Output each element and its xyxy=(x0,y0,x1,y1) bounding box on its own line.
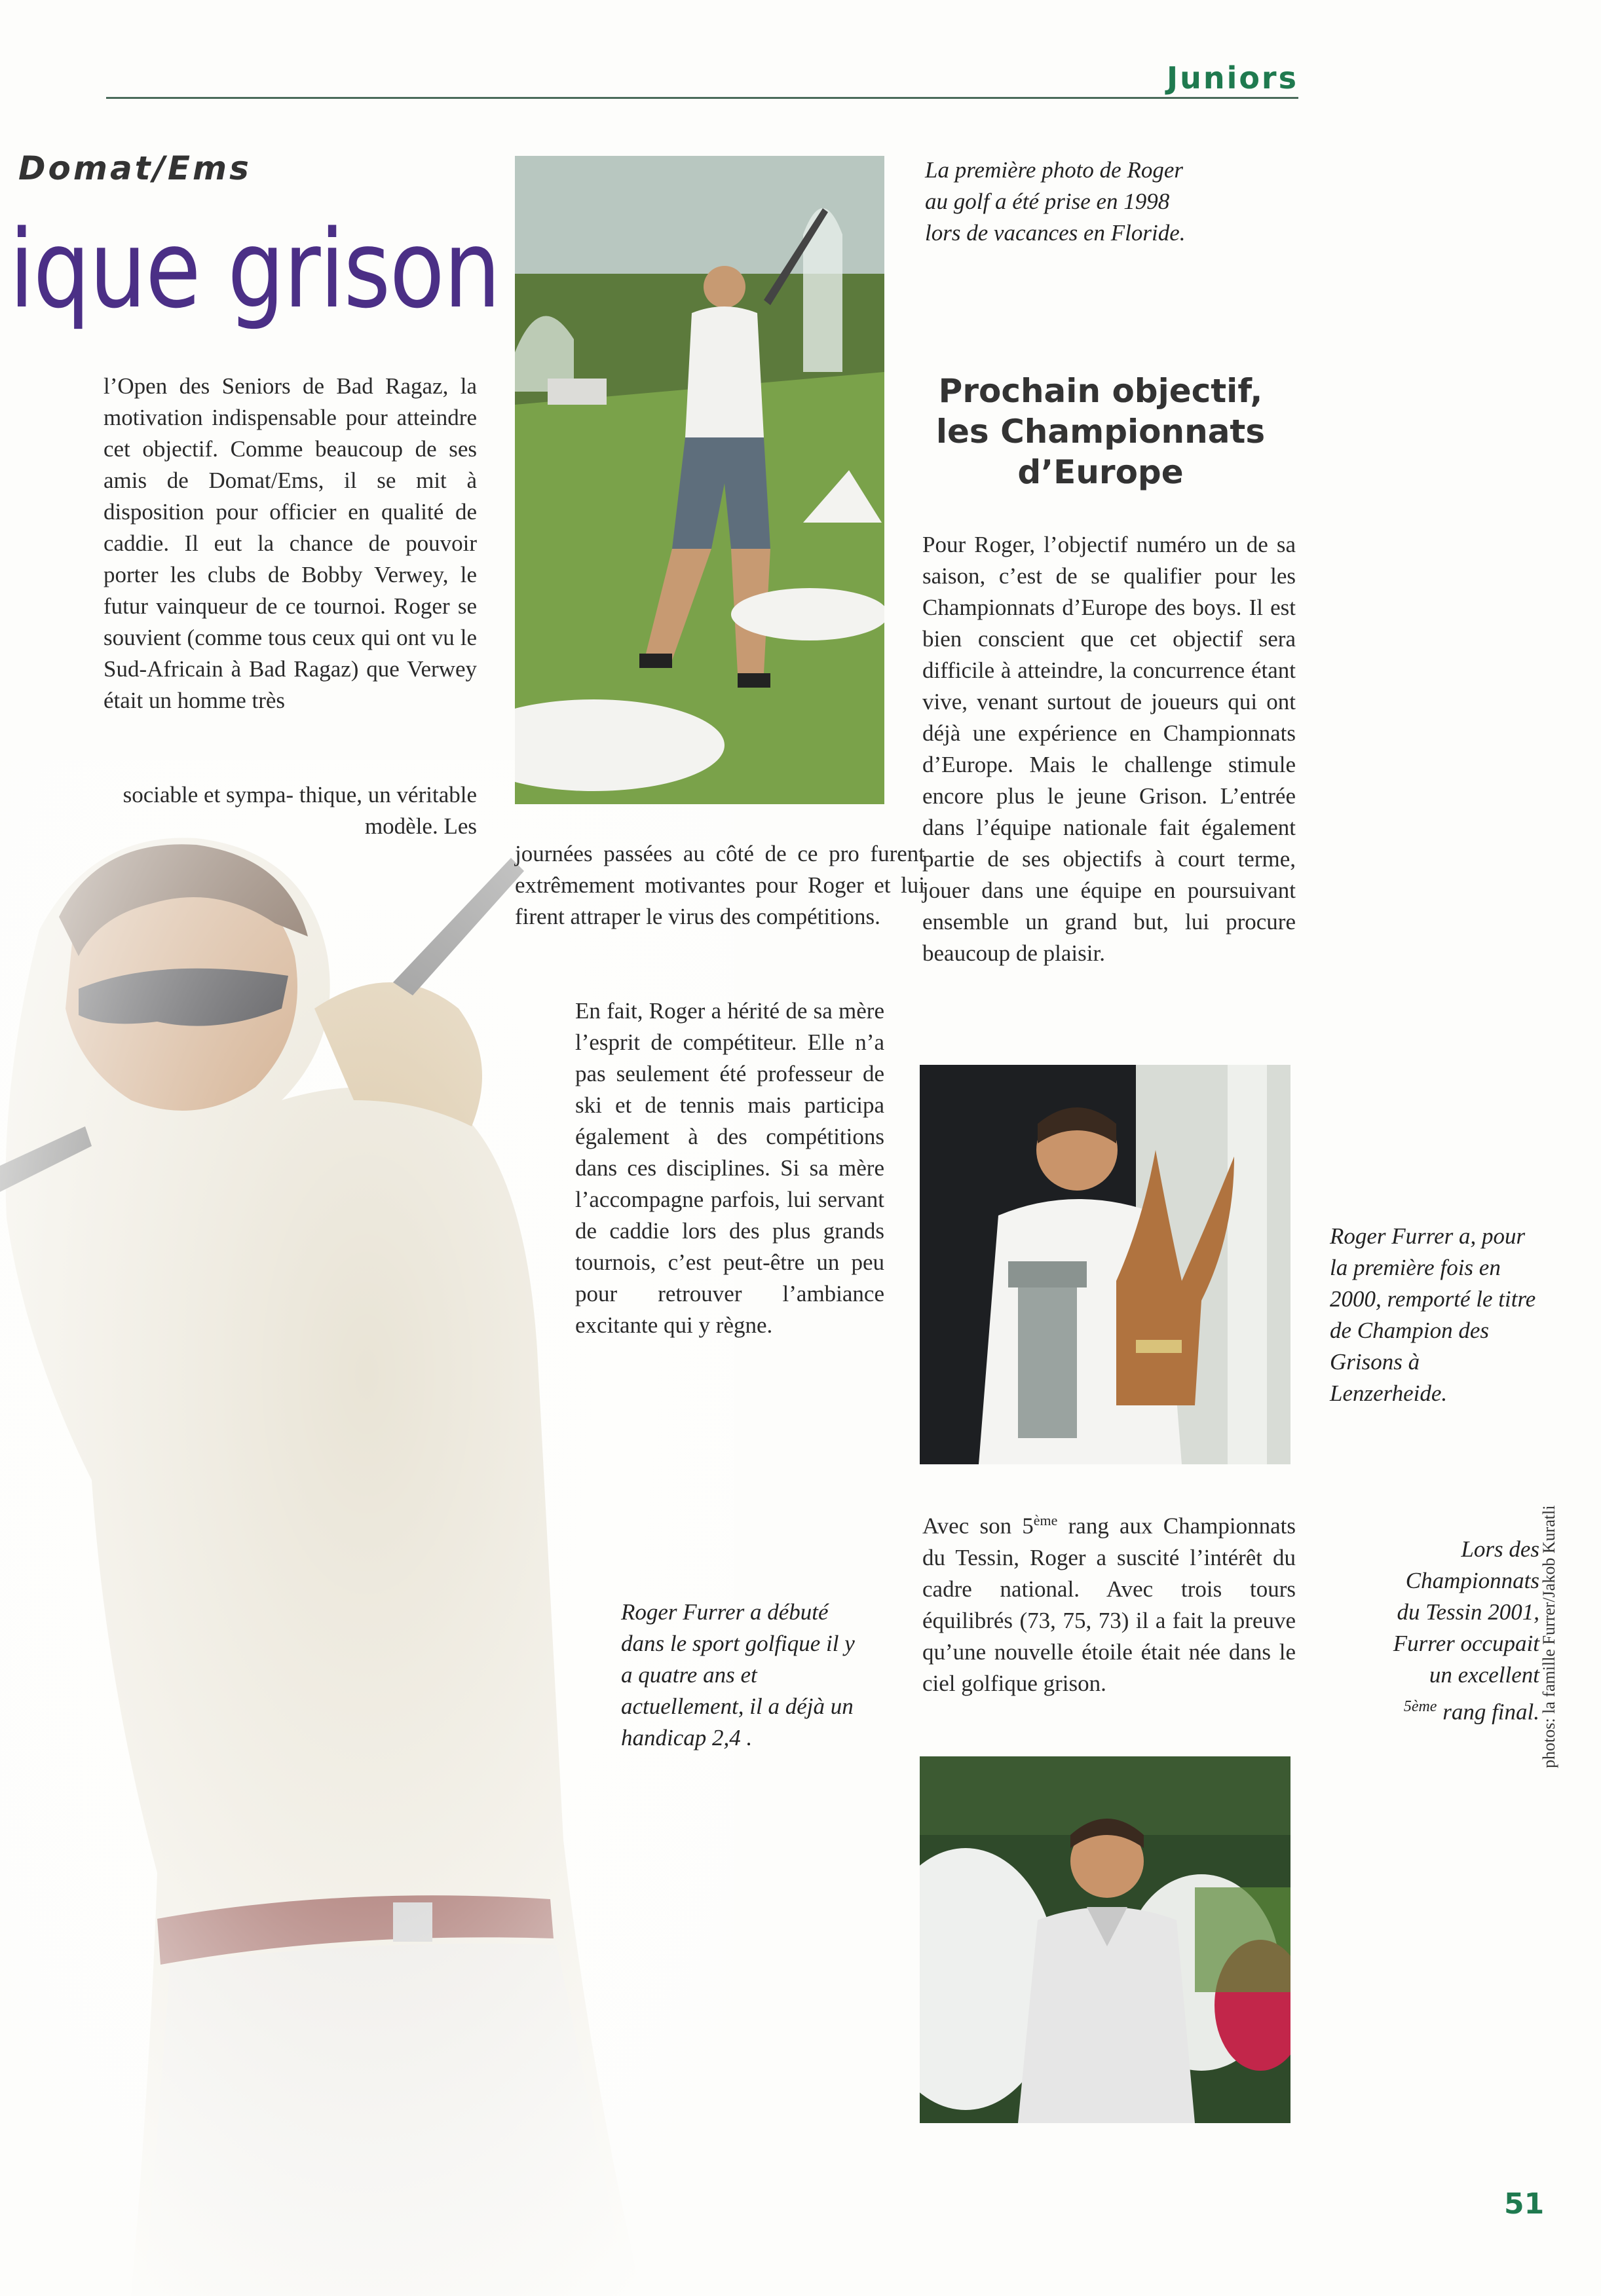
caption-ticino-last-line xyxy=(1330,1691,1539,1728)
section-title: Juniors xyxy=(1166,60,1298,96)
caption-ticino-line: Furrer occupait xyxy=(1393,1631,1539,1656)
caption-main-photo: Roger Furrer a débuté dans le sport golfique il y a quatre ans et actuellement, il a déjà un handicap 2,4 . xyxy=(621,1599,855,1750)
article-kicker: Domat/Ems xyxy=(18,149,252,187)
subheading: Prochain objectif, les Championnats d’Europe xyxy=(935,372,1266,491)
practice-range-photo xyxy=(515,156,884,804)
caption-ticino-superscript: 5ème xyxy=(1403,1698,1437,1715)
article-column-3: Pour Roger, l’objectif numéro un de sa saison, c’est de se qualifier pour les Championnats d’Europe des boys. Il est bien conscient que cet objectif sera difficile à atteindre, la concurrence étant vive, venant surtout de joueurs qui ont déjà une expérience en Championnats d’Europe. Mais le challenge stimule encore plus le jeune Grison. L’entrée dans l’équipe nationale fait également partie de ses objectifs à court terme, jouer dans une équipe en poursuivant ensemble un grand but, lui procure beaucoup de plaisir. xyxy=(922,532,1296,966)
caption-ticino-last: rang final. xyxy=(1437,1699,1539,1725)
article-headline: ique grison xyxy=(9,207,500,332)
garden-portrait-photo xyxy=(920,1756,1290,2123)
photo-credit: photos: la famille Furrer/Jakob Kuratli xyxy=(1539,1505,1558,1768)
ticino-superscript: ème xyxy=(1033,1512,1058,1528)
caption-trophy: Roger Furrer a, pour la première fois en 2000, remporté le titre de Champion des Grisons à Lenzerheide. xyxy=(1330,1223,1536,1406)
ticino-text-end: rang aux Championnats du Tessin, Roger a suscité l’intérêt du cadre national. Avec trois tours équilibrés (73, 75, 73) il a fait la preuve qu’une nouvelle étoile était née dans le ciel golfique grison. xyxy=(922,1513,1296,1696)
ticino-text-start: Avec son 5 xyxy=(922,1513,1034,1539)
article-column-1: l’Open des Seniors de Bad Ragaz, la motivation indispensable pour atteindre cet objectif. Comme beaucoup de ses amis de Domat/Ems, il se mit à disposition pour officier en qualité de caddie. Il eut la chance de pouvoir porter les clubs de Bobby Verwey, le futur vainqueur de ce tournoi. Roger se souvient (comme tous ceux qui ont vu le Sud-Africain à Bad Ragaz) que Verwey était un homme très xyxy=(104,373,477,713)
article-column-1-tail: sociable et sympa- thique, un véritable modèle. Les xyxy=(122,782,477,839)
golfer-main-photo xyxy=(0,760,734,2296)
caption-ticino-line: Lors des xyxy=(1461,1536,1539,1562)
article-column-2: journées passées au côté de ce pro furent extrêmement motivantes pour Roger et lui firent attraper le virus des compétitions. xyxy=(515,841,925,929)
trophy-photo xyxy=(920,1065,1290,1464)
article-column-3-paragraph xyxy=(922,1505,1296,1699)
page-number: 51 xyxy=(1504,2187,1545,2221)
caption-ticino xyxy=(1330,1534,1539,1728)
caption-ticino-line: du Tessin 2001, xyxy=(1397,1599,1539,1625)
caption-first-photo: La première photo de Roger au golf a été prise en 1998 lors de vacances en Floride. xyxy=(925,157,1186,246)
caption-ticino-line: Championnats xyxy=(1405,1568,1539,1593)
article-column-2-paragraph: En fait, Roger a hérité de sa mère l’esprit de compétiteur. Elle n’a pas seulement été professeur de ski et de tennis mais participa également à des compétitions dans ces disciplines. Si sa mère l’accompagne parfois, lui servant de caddie lors des plus grands tournois, c’est peut-être un peu pour retrouver l’ambiance excitante qui y règne. xyxy=(575,998,884,1338)
header-rule xyxy=(106,97,1298,99)
caption-ticino-line: un excellent xyxy=(1429,1662,1539,1688)
